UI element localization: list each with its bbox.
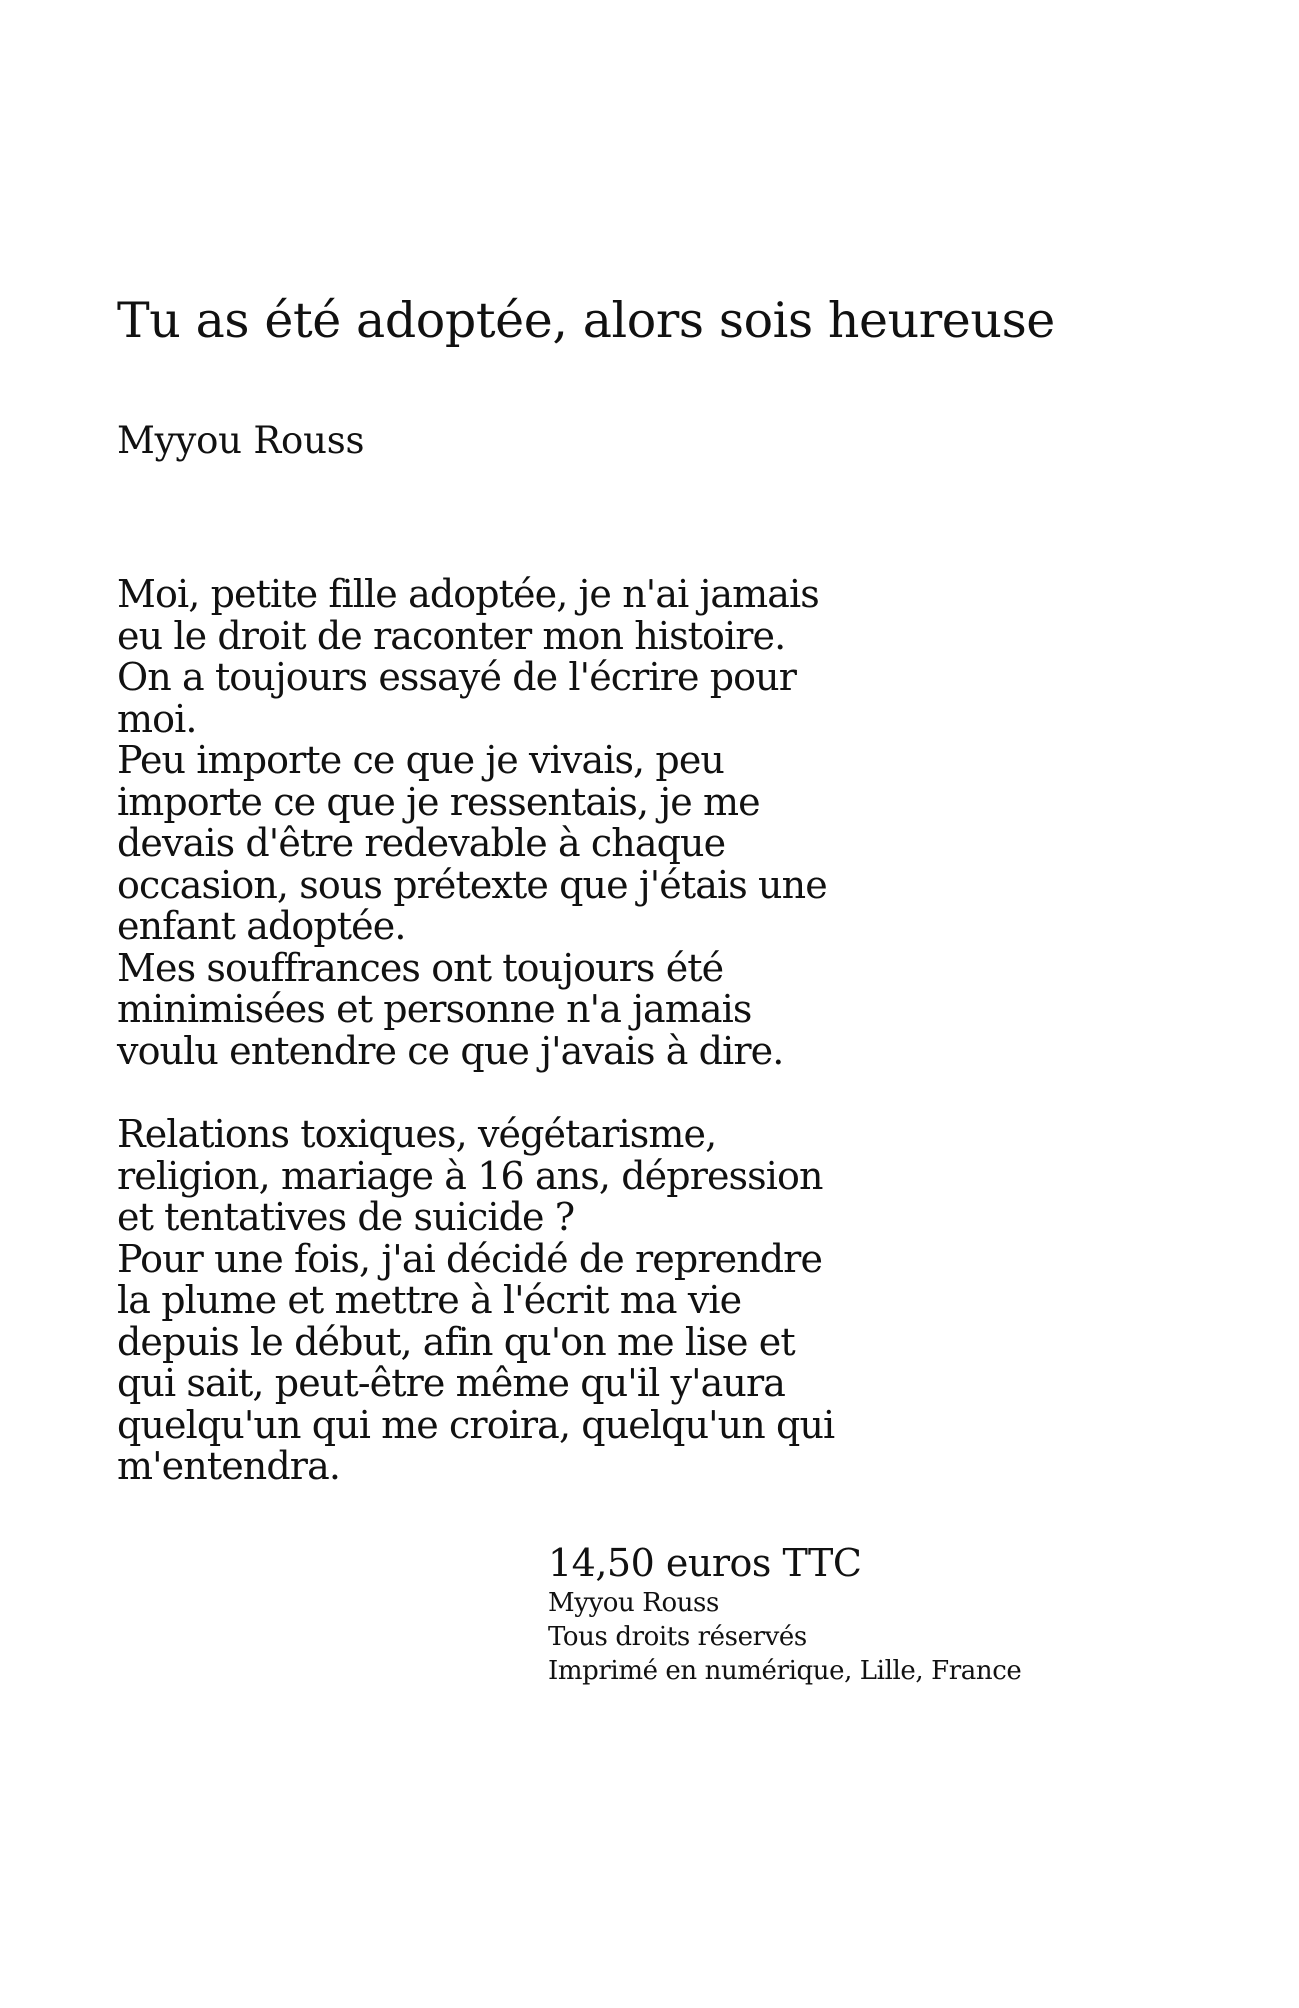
blurb-line: Peu importe ce que je vivais, peu <box>117 738 725 782</box>
blurb-line: quelqu'un qui me croira, quelqu'un qui <box>117 1402 835 1447</box>
rights-notice: Tous droits réservés <box>548 1622 807 1652</box>
printing-notice: Imprimé en numérique, Lille, France <box>548 1656 1022 1686</box>
blurb-line: importe ce que je ressentais, je me <box>117 779 760 824</box>
blurb-line: Relations toxiques, végétarisme, <box>117 1112 717 1156</box>
colophon-author: Myyou Rouss <box>548 1588 719 1618</box>
blurb-line: minimisées et personne n'a jamais <box>117 987 752 1031</box>
blurb-line: la plume et mettre à l'écrit ma vie <box>117 1278 742 1322</box>
price-label: 14,50 euros TTC <box>548 1541 862 1585</box>
blurb-line: Pour une fois, j'ai décidé de reprendre <box>117 1236 823 1281</box>
blurb-line: occasion, sous prétexte que j'étais une <box>117 862 827 907</box>
blurb-line: On a toujours essayé de l'écrire pour <box>117 655 796 699</box>
book-title: Tu as été adoptée, alors sois heureuse <box>117 292 1055 349</box>
book-author: Myyou Rouss <box>117 419 365 462</box>
blurb-line: m'entendra. <box>117 1444 340 1488</box>
blurb-line: Moi, petite fille adoptée, je n'ai jamais <box>117 572 819 616</box>
blurb-line: voulu entendre ce que j'avais à dire. <box>117 1028 784 1073</box>
blurb-line: depuis le début, afin qu'on me lise et <box>117 1319 795 1364</box>
blurb-line: enfant adoptée. <box>117 904 406 948</box>
blurb-line: Mes souffrances ont toujours été <box>117 945 724 990</box>
colophon <box>548 1540 1248 1688</box>
blurb-line: et tentatives de suicide ? <box>117 1195 575 1239</box>
blurb <box>117 574 1217 1488</box>
blurb-line: devais d'être redevable à chaque <box>117 821 726 865</box>
blurb-line: religion, mariage à 16 ans, dépression <box>117 1153 823 1198</box>
blurb-line: qui sait, peut-être même qu'il y'aura <box>117 1361 785 1405</box>
blurb-paragraph <box>117 1114 1217 1488</box>
blurb-line: eu le droit de raconter mon histoire. <box>117 613 786 658</box>
blurb-paragraph <box>117 574 1217 1072</box>
blurb-line: moi. <box>117 696 197 741</box>
